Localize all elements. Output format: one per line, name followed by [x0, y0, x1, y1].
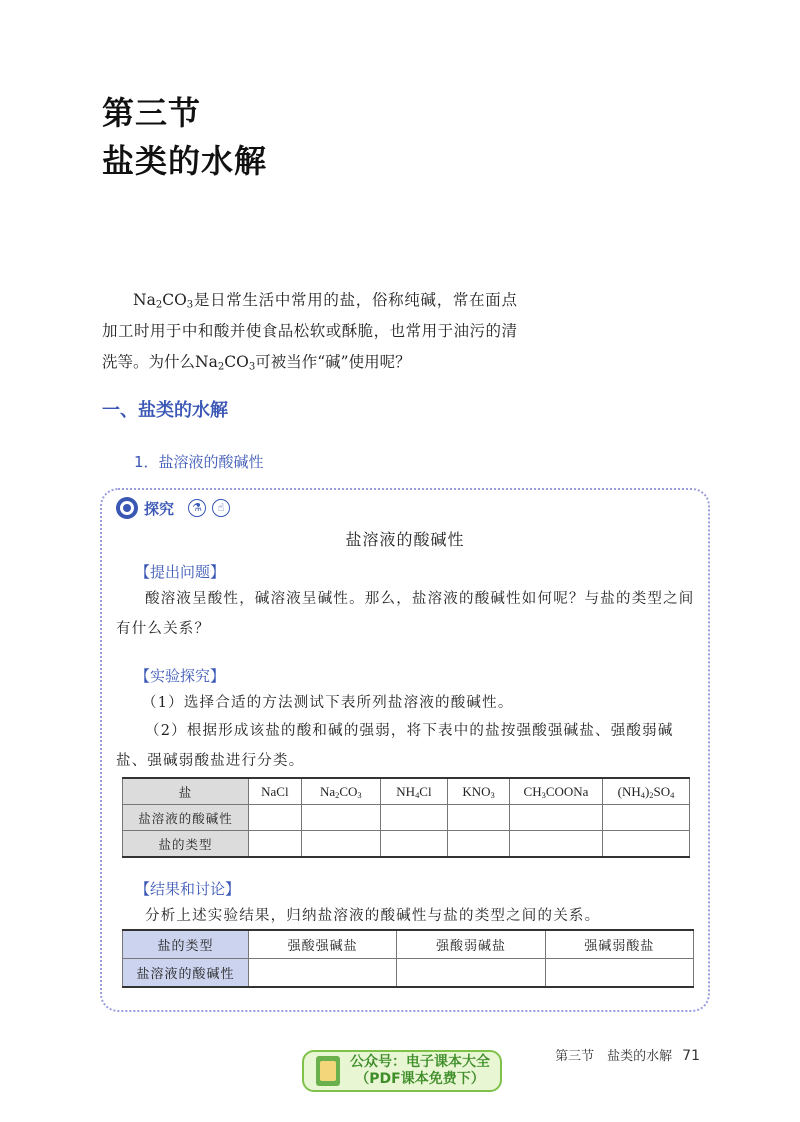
explore-label	[116, 497, 230, 519]
book-icon	[316, 1056, 340, 1086]
watermark-line-2: （PDF课本免费下）	[355, 1071, 485, 1087]
table-row	[123, 959, 694, 988]
blank-cell	[603, 805, 690, 831]
row-label-acidity: 盐溶液的酸碱性	[123, 805, 249, 831]
page-title: 盐类的水解	[102, 142, 268, 180]
intro-paragraph: $Na_2CO_3$是日常生活中常用的盐，俗称纯碱，常在面点加工时用于中和酸并使食品松软或酥脆，也常用于油污的清洗等。为什么$Na_2CO_3$可被当作“碱”使用呢？	[102, 291, 517, 373]
result-text: 分析上述实验结果，归纳盐溶液的酸碱性与盐的类型之间的关系。	[145, 908, 601, 924]
question-heading: 【提出问题】	[135, 563, 226, 581]
blank-cell	[510, 805, 603, 831]
blank-cell	[301, 805, 380, 831]
footer-section: 第三节 盐类的水解	[555, 1049, 673, 1064]
blank-cell	[380, 805, 447, 831]
result-heading: 【结果和讨论】	[135, 880, 241, 898]
flask-icon: ⚗	[188, 499, 206, 517]
row-label-salt-type: 盐的类型	[123, 930, 249, 959]
experiment-step-2: （2）根据形成该盐的酸和碱的强弱，将下表中的盐按强酸强碱盐、强酸弱碱盐、强碱弱酸盐进行分类。	[116, 723, 674, 769]
blank-cell	[249, 805, 302, 831]
salt-test-table	[122, 777, 690, 858]
blank-cell	[301, 831, 380, 858]
experiment-step-1: （1）选择合适的方法测试下表所列盐溶液的酸碱性。	[142, 695, 514, 711]
row-label-acidity: 盐溶液的酸碱性	[123, 959, 249, 988]
explore-title: 盐溶液的酸碱性	[345, 530, 465, 549]
experiment-heading: 【实验探究】	[135, 667, 226, 685]
section-heading: 一、盐类的水解	[102, 400, 228, 421]
table-row	[123, 831, 690, 858]
hand-icon: ☝	[212, 499, 230, 517]
watermark-badge	[302, 1050, 502, 1092]
subsection-heading: 1．盐溶液的酸碱性	[134, 453, 264, 471]
page-footer	[555, 1045, 700, 1064]
salt-kno3: $KNO_3$	[448, 778, 510, 805]
table-row	[123, 930, 694, 959]
section-number: 第三节	[102, 94, 202, 132]
row-label-salt: 盐	[123, 778, 249, 805]
blank-cell	[397, 959, 545, 988]
salt-nacl: NaCl	[249, 778, 302, 805]
blank-cell	[249, 959, 397, 988]
blank-cell	[448, 831, 510, 858]
blank-cell	[249, 831, 302, 858]
type-strong-acid-weak-base: 强酸弱碱盐	[397, 930, 545, 959]
salt-na2co3: $Na_2CO_3$	[301, 778, 380, 805]
page-number: 71	[682, 1048, 700, 1064]
type-strong-base-weak-acid: 强碱弱酸盐	[545, 930, 693, 959]
blank-cell	[448, 805, 510, 831]
salt-nh4cl: $NH_4Cl$	[380, 778, 447, 805]
blank-cell	[545, 959, 693, 988]
salt-type-table	[122, 929, 694, 988]
blank-cell	[603, 831, 690, 858]
target-icon	[116, 497, 138, 519]
table-row	[123, 778, 690, 805]
blank-cell	[380, 831, 447, 858]
type-strong-acid-strong-base: 强酸强碱盐	[249, 930, 397, 959]
question-text: 酸溶液呈酸性，碱溶液呈碱性。那么，盐溶液的酸碱性如何呢？与盐的类型之间有什么关系？	[116, 591, 695, 637]
watermark-text	[350, 1054, 490, 1088]
explore-label-text: 探究	[144, 499, 175, 518]
table-row	[123, 805, 690, 831]
salt-ch3coona: $CH_3COONa$	[510, 778, 603, 805]
salt-nh4-2so4: $(NH_4)_2SO_4$	[603, 778, 690, 805]
watermark-line-1: 公众号：电子课本大全	[350, 1054, 490, 1070]
blank-cell	[510, 831, 603, 858]
row-label-salt-type: 盐的类型	[123, 831, 249, 858]
